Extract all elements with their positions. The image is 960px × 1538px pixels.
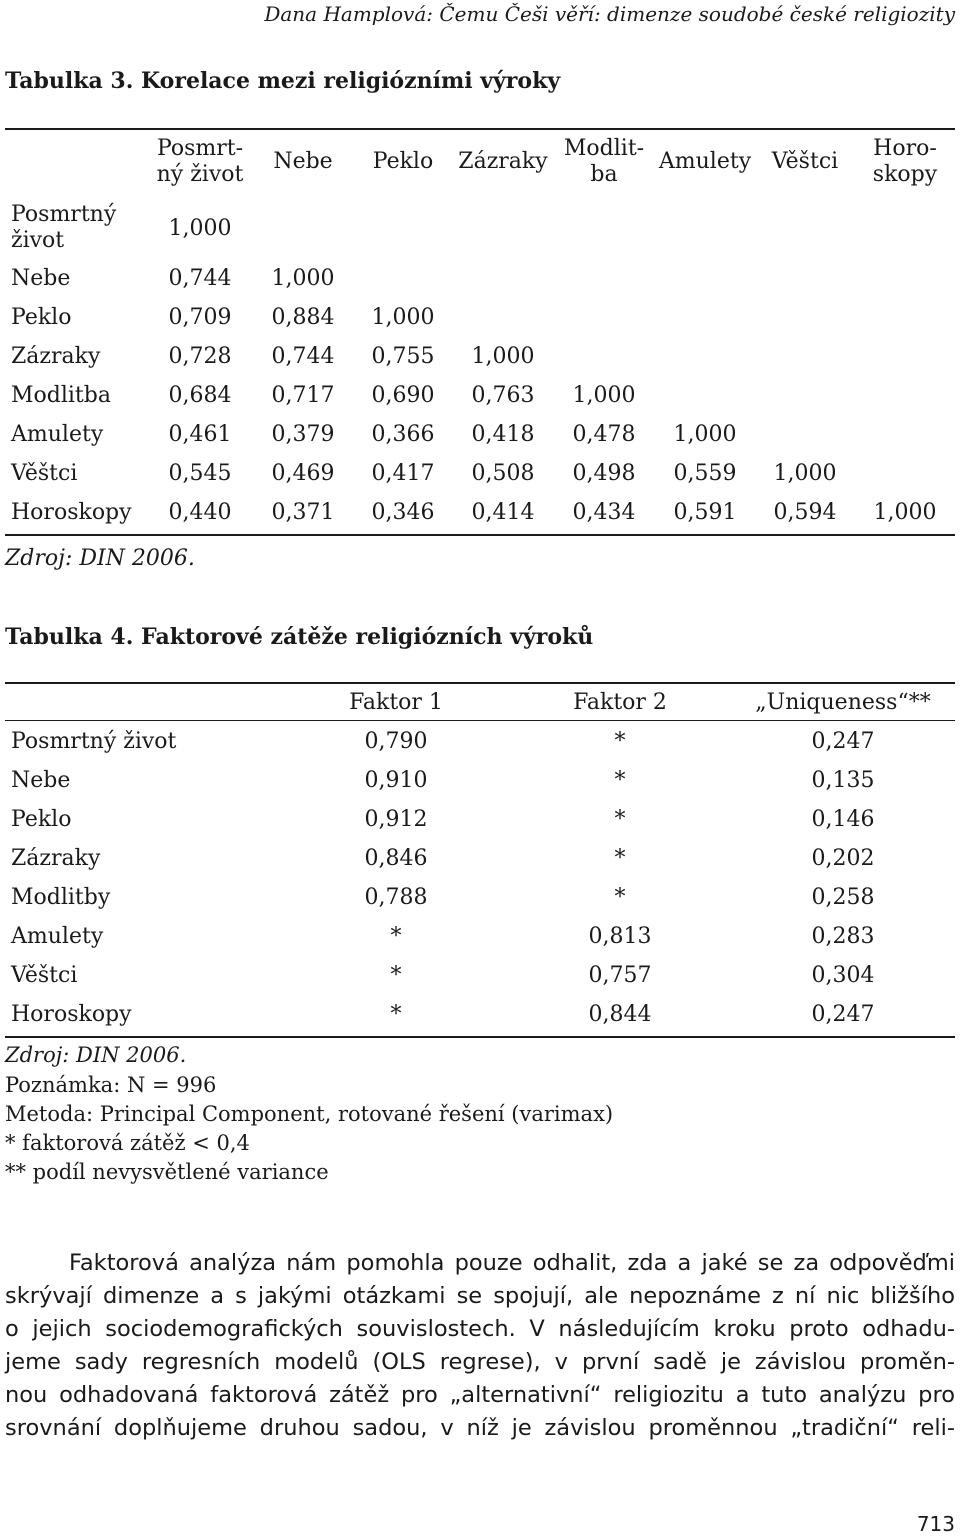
table4-source: Zdroj: DIN 2006. bbox=[5, 1043, 187, 1067]
table3-row-label: Modlitba bbox=[11, 383, 111, 408]
table4-cell: 0,135 bbox=[811, 768, 875, 793]
table4-cell: 0,844 bbox=[588, 1002, 652, 1027]
table4-cell: 0,283 bbox=[811, 924, 875, 949]
body-line: skrývají dimenze a s jakými otázkami se spojují, ale nepoznáme z ní nic bližšího bbox=[5, 1283, 955, 1309]
table4-note-double-star: ** podíl nevysvětlené variance bbox=[5, 1160, 329, 1184]
table4-cell: 0,247 bbox=[811, 1002, 875, 1027]
table3-cell: 0,366 bbox=[371, 422, 435, 447]
table4-row-label: Peklo bbox=[11, 807, 72, 832]
table4-cell: 0,910 bbox=[364, 768, 428, 793]
table4-title: Tabulka 4. Faktorové zátěže religiózních výroků bbox=[5, 624, 594, 650]
table3-row-label: Posmrtný život bbox=[11, 202, 117, 253]
table4-header-rule bbox=[5, 720, 955, 721]
table4-top-rule bbox=[5, 682, 955, 684]
table3-cell: 0,414 bbox=[471, 500, 535, 525]
body-line: nou odhadovaná faktorová zátěž pro „alternativní“ religiozitu a tuto analýzu pro bbox=[5, 1382, 955, 1408]
table4-row-label: Horoskopy bbox=[11, 1002, 132, 1027]
table4-cell: * bbox=[614, 807, 626, 832]
table4-column-header: „Uniqueness“** bbox=[755, 690, 931, 715]
table4-cell: 0,247 bbox=[811, 729, 875, 754]
table4-bottom-rule bbox=[5, 1036, 955, 1038]
table3-cell: 0,763 bbox=[471, 383, 535, 408]
table3-cell: 0,417 bbox=[371, 461, 435, 486]
table4-cell: 0,757 bbox=[588, 963, 652, 988]
table4-cell: 0,790 bbox=[364, 729, 428, 754]
table3-cell: 0,728 bbox=[168, 344, 232, 369]
body-line: o jejich sociodemografických souvislostech. V následujícím kroku proto odhadu- bbox=[5, 1316, 955, 1342]
table3-cell: 0,371 bbox=[271, 500, 335, 525]
table3-column-header: Horo- skopy bbox=[872, 136, 938, 187]
table3-cell: 0,709 bbox=[168, 305, 232, 330]
body-line: jeme sady regresních modelů (OLS regrese), v první sadě je závislou proměn- bbox=[5, 1349, 955, 1375]
running-header: Dana Hamplová: Čemu Češi věří: dimenze soudobé české religiozity bbox=[264, 2, 955, 26]
table3-title: Tabulka 3. Korelace mezi religiózními výroky bbox=[5, 68, 561, 94]
table3-source: Zdroj: DIN 2006. bbox=[5, 546, 195, 571]
page-number: 713 bbox=[916, 1512, 955, 1536]
table3-cell: 0,478 bbox=[572, 422, 636, 447]
table3-cell: 0,755 bbox=[371, 344, 435, 369]
table4-note-n: Poznámka: N = 996 bbox=[5, 1073, 217, 1097]
table3-column-header: Amulety bbox=[658, 149, 752, 174]
table4-cell: 0,846 bbox=[364, 846, 428, 871]
table4-cell: 0,912 bbox=[364, 807, 428, 832]
table3-column-header: Posmrt- ný život bbox=[156, 136, 244, 187]
table3-cell: 0,418 bbox=[471, 422, 535, 447]
table3-row-label: Horoskopy bbox=[11, 500, 132, 525]
table3-cell: 1,000 bbox=[168, 216, 232, 241]
table3-cell: 0,744 bbox=[168, 266, 232, 291]
table3-row-label: Nebe bbox=[11, 266, 71, 291]
table3-cell: 0,690 bbox=[371, 383, 435, 408]
table3-cell: 0,744 bbox=[271, 344, 335, 369]
table3-cell: 0,559 bbox=[673, 461, 737, 486]
table3-cell: 1,000 bbox=[773, 461, 837, 486]
table3-cell: 0,461 bbox=[168, 422, 232, 447]
table4-row-label: Nebe bbox=[11, 768, 71, 793]
table4-column-header: Faktor 2 bbox=[573, 690, 667, 715]
table3-row-label: Věštci bbox=[11, 461, 78, 486]
table3-cell: 1,000 bbox=[371, 305, 435, 330]
table3-row-label: Peklo bbox=[11, 305, 72, 330]
table4-cell: * bbox=[390, 1002, 402, 1027]
table4-cell: * bbox=[614, 885, 626, 910]
table3-cell: 0,434 bbox=[572, 500, 636, 525]
table4-cell: 0,788 bbox=[364, 885, 428, 910]
table4-note-star: * faktorová zátěž < 0,4 bbox=[5, 1131, 250, 1155]
table4-row-label: Zázraky bbox=[11, 846, 101, 871]
table3-cell: 0,508 bbox=[471, 461, 535, 486]
table3-cell: 0,440 bbox=[168, 500, 232, 525]
table4-cell: 0,202 bbox=[811, 846, 875, 871]
table3-row-label: Zázraky bbox=[11, 344, 101, 369]
table4-cell: * bbox=[614, 846, 626, 871]
table4-cell: 0,258 bbox=[811, 885, 875, 910]
table3-cell: 0,379 bbox=[271, 422, 335, 447]
table4-row-label: Amulety bbox=[11, 924, 104, 949]
table4-row-label: Posmrtný život bbox=[11, 729, 177, 754]
table4-cell: 0,304 bbox=[811, 963, 875, 988]
table3-cell: 0,346 bbox=[371, 500, 435, 525]
body-paragraph bbox=[5, 1247, 955, 1445]
table4-cell: * bbox=[614, 768, 626, 793]
table3-cell: 1,000 bbox=[873, 500, 937, 525]
table4-cell: * bbox=[614, 729, 626, 754]
table3-cell: 1,000 bbox=[471, 344, 535, 369]
table3-cell: 0,469 bbox=[271, 461, 335, 486]
table3-cell: 1,000 bbox=[572, 383, 636, 408]
table3-cell: 1,000 bbox=[673, 422, 737, 447]
table3-column-header: Věštci bbox=[771, 149, 839, 174]
table3-column-header: Modlit- ba bbox=[563, 136, 645, 187]
table3-cell: 0,545 bbox=[168, 461, 232, 486]
table3-cell: 0,498 bbox=[572, 461, 636, 486]
table3-column-header: Peklo bbox=[372, 149, 434, 174]
table4-cell: * bbox=[390, 924, 402, 949]
table4-cell: * bbox=[390, 963, 402, 988]
table3-top-rule bbox=[5, 128, 955, 130]
table3-column-header: Nebe bbox=[273, 149, 333, 174]
table4-cell: 0,813 bbox=[588, 924, 652, 949]
table4-note-method: Metoda: Principal Component, rotované řešení (varimax) bbox=[5, 1102, 614, 1126]
body-line: srovnání doplňujeme druhou sadou, v níž je závislou proměnnou „tradiční“ reli- bbox=[5, 1415, 955, 1441]
table4-row-label: Věštci bbox=[11, 963, 78, 988]
table4-cell: 0,146 bbox=[811, 807, 875, 832]
table3-cell: 0,684 bbox=[168, 383, 232, 408]
table3-cell: 1,000 bbox=[271, 266, 335, 291]
table3-column-header: Zázraky bbox=[458, 149, 548, 174]
table3-cell: 0,591 bbox=[673, 500, 737, 525]
table4-row-label: Modlitby bbox=[11, 885, 111, 910]
table4-column-header: Faktor 1 bbox=[349, 690, 443, 715]
table3-cell: 0,594 bbox=[773, 500, 837, 525]
body-line: Faktorová analýza nám pomohla pouze odhalit, zda a jaké se za odpověďmi bbox=[69, 1250, 955, 1276]
table3-cell: 0,884 bbox=[271, 305, 335, 330]
table3-row-label: Amulety bbox=[11, 422, 104, 447]
table3-cell: 0,717 bbox=[271, 383, 335, 408]
table3-bottom-rule bbox=[5, 534, 955, 536]
